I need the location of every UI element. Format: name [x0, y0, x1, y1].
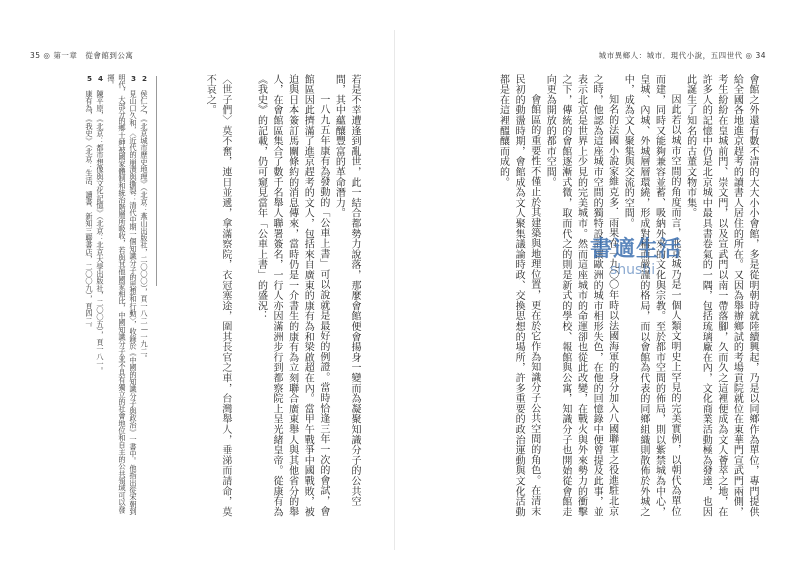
footnote-5: [84, 74, 95, 522]
footnote-4-number: 4: [96, 74, 105, 83]
footnote-4-text: 陳平原，《北京：都市想像與文化記憶》（北京：北京大學出版社，二〇〇五），頁一八一。: [96, 90, 105, 375]
page-gutter: [394, 30, 395, 550]
right-page-body: [430, 74, 760, 522]
right-body-paragraph-4: 會館區的重要性不僅止於其建築與地理位置，更在於它作為知識分子公共空間的角色。在清末民初的動盪時期，會館成為文人聚集議論時政、交換思想的場所，許多重要的政治運動與文化活動都是在這裡醞釀而成的。: [497, 74, 540, 517]
right-body-paragraph-3: 知名的法國小說家維克多．雨果在一九〇〇年時以法國海軍的身分加入八國聯軍之役進駐北京之時，他認為這座城市空間的獨特設計讓歐洲的城市相形失色，在他的回憶錄中便曾提及此事，並表示北京是世界上少見的完美城市。然而這座城市的命運卻也從此改變，在戰火與外來勢力的衝擊之下，傳統的會館逐漸式微，取而代之的則是新式的學校、報館與公寓，知識分子也開始從會館走向更為開放的都市空間。: [544, 74, 618, 517]
footnote-5-number: 5: [85, 74, 94, 83]
footnote-2: [139, 74, 150, 522]
footnote-2-number: 2: [140, 74, 149, 83]
left-running-head: 35 ◎ 第一章 從會館到公寓: [30, 51, 134, 60]
watermark-chinese: 書適生活: [590, 237, 683, 262]
left-body-paragraph-1: 若是不幸遭逢到亂世，此一結合都勢力說落，那麼會館便會揚身一變而為凝聚知識分子的公共空間，其中蘊釀豐富的革命潛力。: [333, 74, 360, 507]
watermark-latin: shushi: [610, 262, 656, 278]
footnote-3: [106, 74, 139, 522]
right-running-head: 城市異鄉人：城市．現代小說，五四世代 ◎ 34: [598, 51, 766, 60]
footnote-4: [95, 74, 106, 522]
left-body-paragraph-2: 一八九五年康有為發動的「公車上書」可以說就是最好的例證。當時恰逢三年一次的會試，會館區因此擠滿了進京趕考的文人，包括來自廣東的康有為和梁啟超在內。當甲午戰爭中國戰敗，被迫與日本簽訂馬關條約的消息傳來，當時仍是一介書生的康有為立刻聯合廣東舉人與其他省分的舉人，在會館區集合了數千名舉人聯署簽名，一行人亦因滿洲步行到都察院上呈光緒皇帝。從康有為《我史》的記載，仍可窺見當年「公車上書」的盛況：: [255, 74, 329, 517]
footnotes: [50, 74, 150, 522]
right-body-paragraph-2: 因此若以城市空間的角度而言，北京城乃是一個人類文明史上罕見的完美實例，以朝代為單位而建，同時又能夠兼容並蓄、吸納外來的文化與宗教。至於都市空間的佈局，則以紫禁城為中心，皇城、內城、外城層層環繞，形成對稱而嚴謹的格局，而以會館為代表的同鄉組織則散佈於外城之中，成為文人聚集與交流的空間。: [622, 74, 681, 517]
footnote-3-text: 見山口久和，〈近代的崩潰與撕裂：清代中期一個知識分子的思想和行動〉，收錄於《中國的知識分子與政治》一書中。他指出從宋朝到明代，大部分的鄉士紳被國家體制和統治階層所吸收，若與其他國家相比，中國知識分子並不具有獨立的社會地位和自主的公共領域可以發揮。: [107, 74, 138, 516]
watermark-logo: [590, 232, 700, 292]
footnote-2-text: 侯仁之，《北京城市歷史地理》（北京：燕山出版社，二〇〇〇），頁一八二—一九二。: [140, 90, 149, 363]
footnote-divider: [156, 76, 157, 286]
footnote-3-number: 3: [129, 74, 138, 83]
footnote-5-text: 康有為，《我史》（北京：生活．讀書．新知三聯書店，二〇〇九），頁四二。: [85, 90, 94, 332]
left-page-body: [172, 74, 362, 522]
right-body-paragraph-1: 會館之外還有數不清的大大小小會館，多是從明朝時就陸續興起，乃是以同鄉作為單位，專門提供給全國各地進京趕考的讀書人居住的所在。又因為舉辦鄉試的考場貢院就位在東華門宣武門兩側，考生紛紛在皇城前門、崇文門，以及宣武門以南一帶落腳，久而久之這裡便成為文人薈萃之地，在許多人的記憶中仍是北京城中最具書卷氣的一隅，包括琉璃廠在內，文化商業活動極為發達，也因此誕生了知名的古董文物市集。: [684, 74, 758, 517]
block-quote: 〈世子們〉莫不奮，連日並遞，拿滿察院，衣冠塞途，圍其長官之車，台灣舉人，垂涕而請命，莫不哀之。: [204, 74, 231, 517]
